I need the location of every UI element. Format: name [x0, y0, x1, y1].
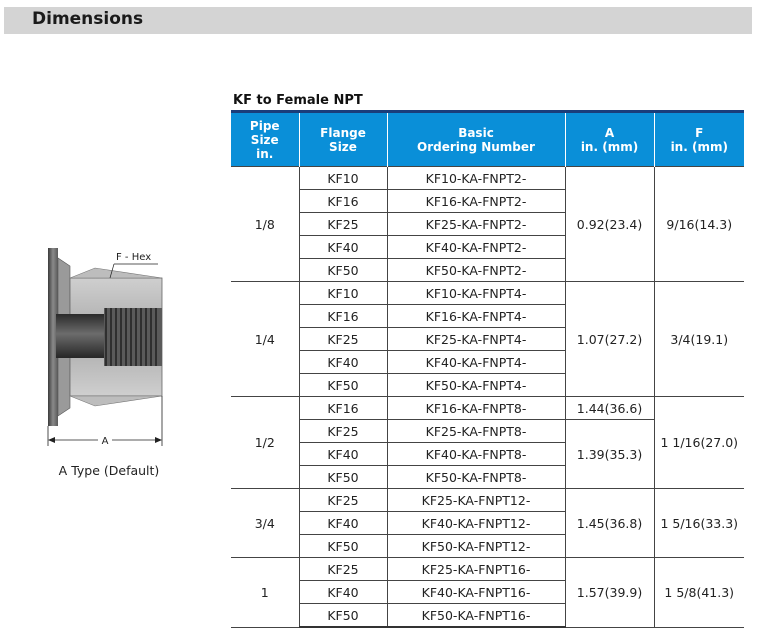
flange-size-cell: KF25: [299, 558, 387, 581]
table-row: [231, 489, 744, 512]
pipe-size-cell: 3/4: [231, 489, 299, 558]
a-dimension-cell: 1.57(39.9): [565, 558, 654, 628]
col-header-ordering-number: Basic Ordering Number: [387, 113, 565, 167]
ordering-number-cell: KF25-KA-FNPT8-: [387, 420, 565, 443]
ordering-number-cell: KF16-KA-FNPT8-: [387, 397, 565, 420]
pipe-size-cell: 1: [231, 558, 299, 628]
table-row: [231, 397, 744, 420]
f-dimension-cell: 3/4(19.1): [654, 282, 744, 397]
flange-size-cell: KF16: [299, 190, 387, 213]
col-header-flange-size: Flange Size: [299, 113, 387, 167]
a-dimension-cell: 1.07(27.2): [565, 282, 654, 397]
f-dimension-cell: 1 5/16(33.3): [654, 489, 744, 558]
section-title: Dimensions: [32, 9, 144, 29]
flange-size-cell: KF40: [299, 581, 387, 604]
flange-size-cell: KF10: [299, 167, 387, 190]
hex-label: F - Hex: [116, 252, 152, 263]
bore: [56, 314, 104, 358]
thread-section: [104, 308, 162, 366]
flange-size-cell: KF40: [299, 443, 387, 466]
ordering-number-cell: KF40-KA-FNPT12-: [387, 512, 565, 535]
pipe-size-cell: 1/4: [231, 282, 299, 397]
ordering-number-cell: KF50-KA-FNPT12-: [387, 535, 565, 558]
table-row: [231, 558, 744, 581]
flange-size-cell: KF10: [299, 282, 387, 305]
flange-size-cell: KF16: [299, 305, 387, 328]
col-header-pipe-size: Pipe Size in.: [231, 113, 299, 167]
fitting-drawing: [40, 236, 180, 456]
a-dimension-cell: 1.39(35.3): [565, 420, 654, 489]
table-row: [231, 282, 744, 305]
ordering-number-cell: KF10-KA-FNPT4-: [387, 282, 565, 305]
ordering-number-cell: KF25-KA-FNPT2-: [387, 213, 565, 236]
col-header-a: A in. (mm): [565, 113, 654, 167]
flange-size-cell: KF25: [299, 328, 387, 351]
ordering-number-cell: KF16-KA-FNPT2-: [387, 190, 565, 213]
table-header-row: [231, 113, 744, 167]
pipe-size-cell: 1/2: [231, 397, 299, 489]
flange-size-cell: KF50: [299, 604, 387, 628]
flange-size-cell: KF40: [299, 512, 387, 535]
ordering-number-cell: KF40-KA-FNPT2-: [387, 236, 565, 259]
col-header-f: F in. (mm): [654, 113, 744, 167]
f-dimension-cell: 1 1/16(27.0): [654, 397, 744, 489]
ordering-number-cell: KF50-KA-FNPT4-: [387, 374, 565, 397]
figure-caption: A Type (Default): [58, 463, 160, 478]
ordering-number-cell: KF50-KA-FNPT16-: [387, 604, 565, 628]
section-header: [4, 7, 752, 34]
ordering-number-cell: KF50-KA-FNPT8-: [387, 466, 565, 489]
flange-size-cell: KF50: [299, 259, 387, 282]
ordering-number-cell: KF25-KA-FNPT4-: [387, 328, 565, 351]
f-dimension-cell: 9/16(14.3): [654, 167, 744, 282]
ordering-number-cell: KF10-KA-FNPT2-: [387, 167, 565, 190]
ordering-number-cell: KF50-KA-FNPT2-: [387, 259, 565, 282]
pipe-size-cell: 1/8: [231, 167, 299, 282]
ordering-number-cell: KF40-KA-FNPT16-: [387, 581, 565, 604]
flange-size-cell: KF25: [299, 420, 387, 443]
table-row: [231, 167, 744, 190]
flange-size-cell: KF50: [299, 466, 387, 489]
flange-size-cell: KF50: [299, 535, 387, 558]
flange-size-cell: KF40: [299, 236, 387, 259]
flange-size-cell: KF50: [299, 374, 387, 397]
a-dimension-cell: 0.92(23.4): [565, 167, 654, 282]
ordering-number-cell: KF25-KA-FNPT16-: [387, 558, 565, 581]
a-dimension-cell: 1.44(36.6): [565, 397, 654, 420]
f-dimension-cell: 1 5/8(41.3): [654, 558, 744, 628]
flange-size-cell: KF40: [299, 351, 387, 374]
flange-size-cell: KF25: [299, 489, 387, 512]
dimensions-table: [231, 113, 744, 628]
flange-size-cell: KF25: [299, 213, 387, 236]
ordering-number-cell: KF40-KA-FNPT8-: [387, 443, 565, 466]
ordering-number-cell: KF40-KA-FNPT4-: [387, 351, 565, 374]
ordering-number-cell: KF16-KA-FNPT4-: [387, 305, 565, 328]
a-dimension-cell: 1.45(36.8): [565, 489, 654, 558]
table-title: KF to Female NPT: [233, 93, 363, 108]
flange-size-cell: KF16: [299, 397, 387, 420]
ordering-number-cell: KF25-KA-FNPT12-: [387, 489, 565, 512]
dim-a-label: A: [101, 436, 109, 447]
